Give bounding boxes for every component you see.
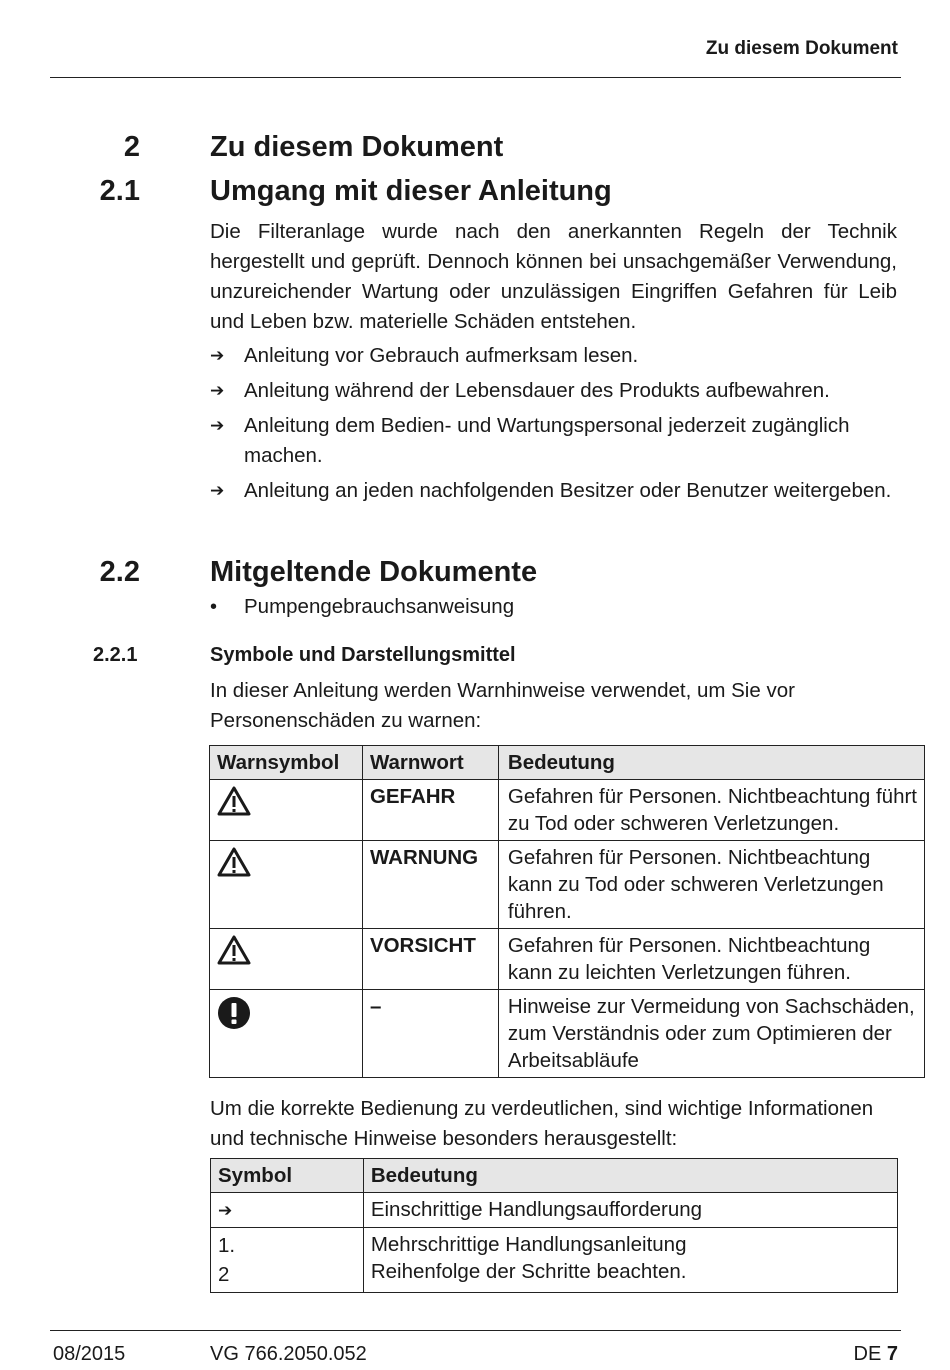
meaning-cell: Gefahren für Personen. Nichtbeachtung kann zu Tod oder schweren Verletzungen führen. (498, 841, 924, 929)
exclamation-circle-icon (217, 996, 251, 1030)
section-number: 2 (123, 131, 140, 163)
page-number: 7 (886, 1343, 898, 1365)
section-title: Symbole und Darstellungsmittel (210, 644, 516, 666)
footer-doc-number: VG 766.2050.052 (210, 1343, 367, 1365)
table-row (210, 990, 925, 1078)
running-header-title: Zu diesem Dokument (705, 38, 898, 59)
table-header-row (211, 1159, 898, 1193)
list-item-text: Anleitung dem Bedien- und Wartungspersonal jederzeit zugänglich machen. (244, 414, 850, 467)
arrow-right-icon: ➔ (218, 1201, 233, 1220)
column-header: Warnwort (362, 746, 498, 780)
section-number: 2.2 (99, 556, 140, 588)
related-documents-list (210, 592, 897, 622)
list-item-text: Anleitung an jeden nachfolgenden Besitzer oder Benutzer weitergeben. (244, 479, 892, 502)
table-row (210, 929, 925, 990)
table-row (211, 1228, 898, 1293)
footer-page (854, 1343, 898, 1366)
signal-word: WARNUNG (362, 841, 498, 929)
step-number: 2 (218, 1263, 230, 1286)
section-title: Mitgeltende Dokumente (210, 556, 538, 588)
section-title: Zu diesem Dokument (210, 131, 504, 163)
list-item-text: Pumpengebrauchsanweisung (244, 595, 515, 618)
footer-divider (50, 1330, 901, 1331)
table-row (211, 1193, 898, 1228)
list-item (210, 376, 897, 406)
meaning-cell: Gefahren für Personen. Nichtbeachtung kann zu leichten Verletzungen führen. (498, 929, 924, 990)
column-header: Bedeutung (498, 746, 924, 780)
list-item-text: Anleitung vor Gebrauch aufmerksam lesen. (244, 344, 639, 367)
arrow-right-icon: ➔ (210, 346, 225, 365)
section-number: 2.2.1 (93, 644, 138, 666)
footer-lang: DE (853, 1343, 882, 1365)
warning-triangle-icon (217, 786, 251, 816)
arrow-right-icon: ➔ (210, 381, 225, 400)
meaning-cell: Hinweise zur Vermeidung von Sachschäden, zum Verständnis oder zum Optimieren der Arbeitsabläufe (498, 990, 924, 1078)
column-header: Warnsymbol (210, 746, 363, 780)
arrow-right-icon: ➔ (210, 416, 225, 435)
section-title: Umgang mit dieser Anleitung (210, 175, 612, 207)
symbol-cell (211, 1228, 364, 1293)
list-item (210, 341, 897, 371)
bullet-icon: • (210, 596, 218, 618)
column-header: Symbol (211, 1159, 364, 1193)
list-item (210, 476, 897, 506)
warning-symbol-cell (210, 780, 363, 841)
section-number: 2.1 (99, 175, 140, 207)
signal-word: – (362, 990, 498, 1078)
warning-symbol-cell (210, 841, 363, 929)
section-2-2-1-intro-2: Um die korrekte Bedienung zu verdeutlichen, sind wichtige Informationen und technische Hinweise besonders herausgestellt: (210, 1097, 874, 1150)
meaning-cell: Einschrittige Handlungsaufforderung (363, 1193, 897, 1228)
section-2-2-1-intro: In dieser Anleitung werden Warnhinweise verwendet, um Sie vor Personenschäden zu warnen: (210, 679, 795, 732)
warning-triangle-icon (217, 935, 251, 965)
table-row (210, 841, 925, 929)
warning-table (209, 745, 925, 1078)
action-list (210, 341, 897, 511)
signal-word: GEFAHR (362, 780, 498, 841)
warning-triangle-icon (217, 847, 251, 877)
list-item (210, 411, 897, 471)
table-row (210, 780, 925, 841)
header-divider (50, 77, 901, 78)
section-2-1-intro: Die Filteranlage wurde nach den anerkannten Regeln der Technik hergestellt und geprüft. Dennoch können bei unsachgemäßer Verwendung, unzureichender Wartung oder unzulässigen Eingriffen Gefahren für Leib und Leben bzw. materielle Schäden entstehen. (210, 220, 897, 333)
list-item (210, 592, 897, 622)
meaning-cell: Gefahren für Personen. Nichtbeachtung führt zu Tod oder schweren Verletzungen. (498, 780, 924, 841)
meaning-cell (363, 1228, 897, 1293)
warning-symbol-cell (210, 990, 363, 1078)
signal-word: VORSICHT (362, 929, 498, 990)
symbol-table (210, 1158, 898, 1293)
meaning-line: Mehrschrittige Handlungsanleitung (370, 1233, 687, 1256)
warning-symbol-cell (210, 929, 363, 990)
table-header-row (210, 746, 925, 780)
list-item-text: Anleitung während der Lebensdauer des Produkts aufbewahren. (244, 379, 830, 402)
column-header: Bedeutung (363, 1159, 897, 1193)
symbol-cell (211, 1193, 364, 1228)
arrow-right-icon: ➔ (210, 481, 225, 500)
step-number: 1. (218, 1234, 236, 1257)
meaning-line: Reihenfolge der Schritte beachten. (370, 1260, 687, 1283)
footer-date: 08/2015 (53, 1343, 126, 1365)
